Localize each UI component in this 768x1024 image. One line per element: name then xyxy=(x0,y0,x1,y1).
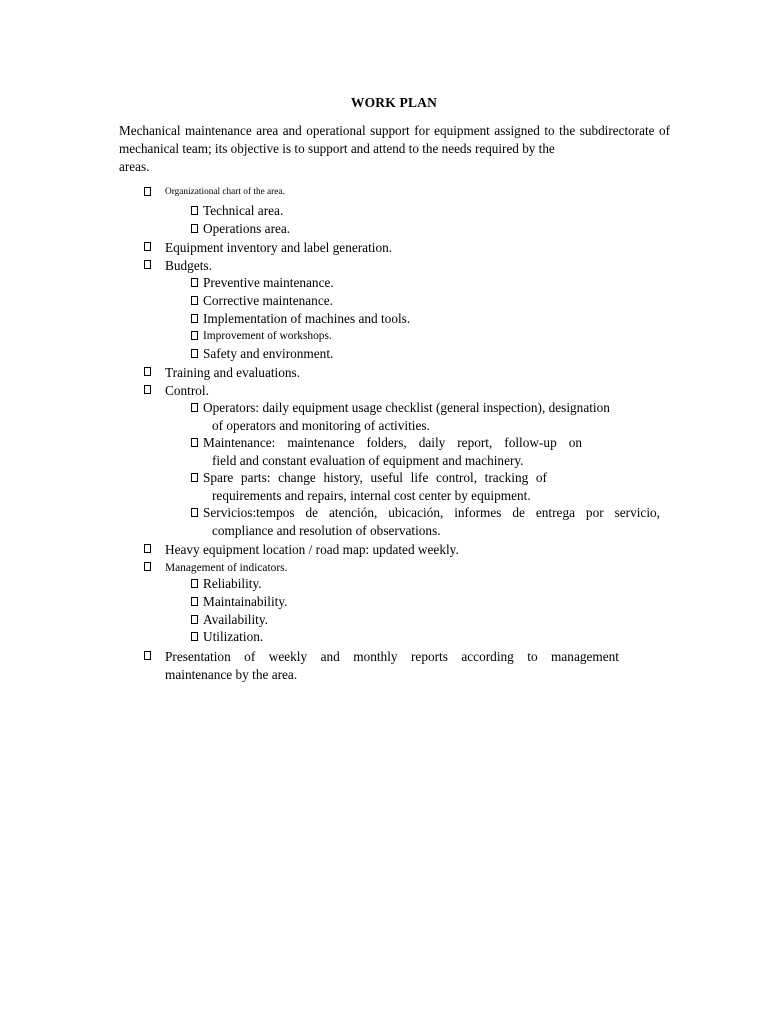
sub-bullet-box-icon xyxy=(191,403,198,412)
sub-list-item: Improvement of workshops. xyxy=(203,330,332,342)
list-item-label: Budgets. xyxy=(165,258,212,273)
sub-list-item-continuation: of operators and monitoring of activities. xyxy=(212,418,430,433)
sub-list-item: Availability. xyxy=(203,612,268,627)
sub-bullet-box-icon xyxy=(191,331,198,340)
sub-bullet-box-icon xyxy=(191,314,198,323)
sub-bullet-box-icon xyxy=(191,632,198,641)
list-item-label: Equipment inventory and label generation. xyxy=(165,240,393,255)
bullet-box-icon xyxy=(144,385,151,394)
bullet-box-icon xyxy=(144,187,151,196)
sub-bullet-box-icon xyxy=(191,206,198,215)
sub-list-item: Technical area. xyxy=(203,203,284,218)
list-item-label: Presentation of weekly and monthly reports according to management xyxy=(165,649,619,664)
sub-bullet-box-icon xyxy=(191,615,198,624)
sub-list-item: Implementation of machines and tools. xyxy=(203,311,411,326)
sub-list-item: Preventive maintenance. xyxy=(203,275,334,290)
sub-bullet-box-icon xyxy=(191,296,198,305)
list-item-label: Organizational chart of the area. xyxy=(165,187,285,197)
list-item-label: Control. xyxy=(165,383,209,398)
bullet-box-icon xyxy=(144,242,151,251)
sub-bullet-box-icon xyxy=(191,597,198,606)
bullet-box-icon xyxy=(144,544,151,553)
bullet-box-icon xyxy=(144,651,151,660)
sub-list-item: Utilization. xyxy=(203,629,264,644)
sub-list-item: Servicios:tempos de atención, ubicación, informes de entrega por servicio, xyxy=(203,505,660,520)
sub-bullet-box-icon xyxy=(191,473,198,482)
sub-bullet-box-icon xyxy=(191,224,198,233)
sub-list-item: Safety and environment. xyxy=(203,346,334,361)
document-title: WORK PLAN xyxy=(350,95,438,110)
sub-list-item: Reliability. xyxy=(203,576,262,591)
sub-list-item: Maintenance: maintenance folders, daily report, follow-up on xyxy=(203,435,582,450)
intro-line: mechanical team; its objective is to support and attend to the needs required by the xyxy=(119,141,555,156)
sub-bullet-box-icon xyxy=(191,349,198,358)
sub-bullet-box-icon xyxy=(191,438,198,447)
sub-list-item: Corrective maintenance. xyxy=(203,293,333,308)
sub-list-item: Operators: daily equipment usage checklist (general inspection), designation xyxy=(203,400,610,415)
sub-list-item-continuation: requirements and repairs, internal cost center by equipment. xyxy=(212,488,531,503)
sub-list-item: Spare parts: change history, useful life control, tracking of xyxy=(203,470,547,485)
sub-list-item-continuation: compliance and resolution of observations. xyxy=(212,523,441,538)
intro-line: areas. xyxy=(119,159,150,174)
intro-paragraph xyxy=(119,122,679,176)
list-item-continuation: maintenance by the area. xyxy=(165,667,298,682)
list-item-label: Heavy equipment location / road map: updated weekly. xyxy=(165,542,459,557)
bullet-box-icon xyxy=(144,367,151,376)
sub-bullet-box-icon xyxy=(191,579,198,588)
sub-bullet-box-icon xyxy=(191,278,198,287)
bullet-box-icon xyxy=(144,562,151,571)
sub-list-item: Maintainability. xyxy=(203,594,288,609)
sub-list-item: Operations area. xyxy=(203,221,291,236)
sub-bullet-box-icon xyxy=(191,508,198,517)
list-item-label: Management of indicators. xyxy=(165,562,288,574)
bullet-box-icon xyxy=(144,260,151,269)
list-item-label: Training and evaluations. xyxy=(165,365,301,380)
sub-list-item-continuation: field and constant evaluation of equipment and machinery. xyxy=(212,453,524,468)
intro-line: Mechanical maintenance area and operational support for equipment assigned to the subdirectorate of xyxy=(119,123,670,138)
